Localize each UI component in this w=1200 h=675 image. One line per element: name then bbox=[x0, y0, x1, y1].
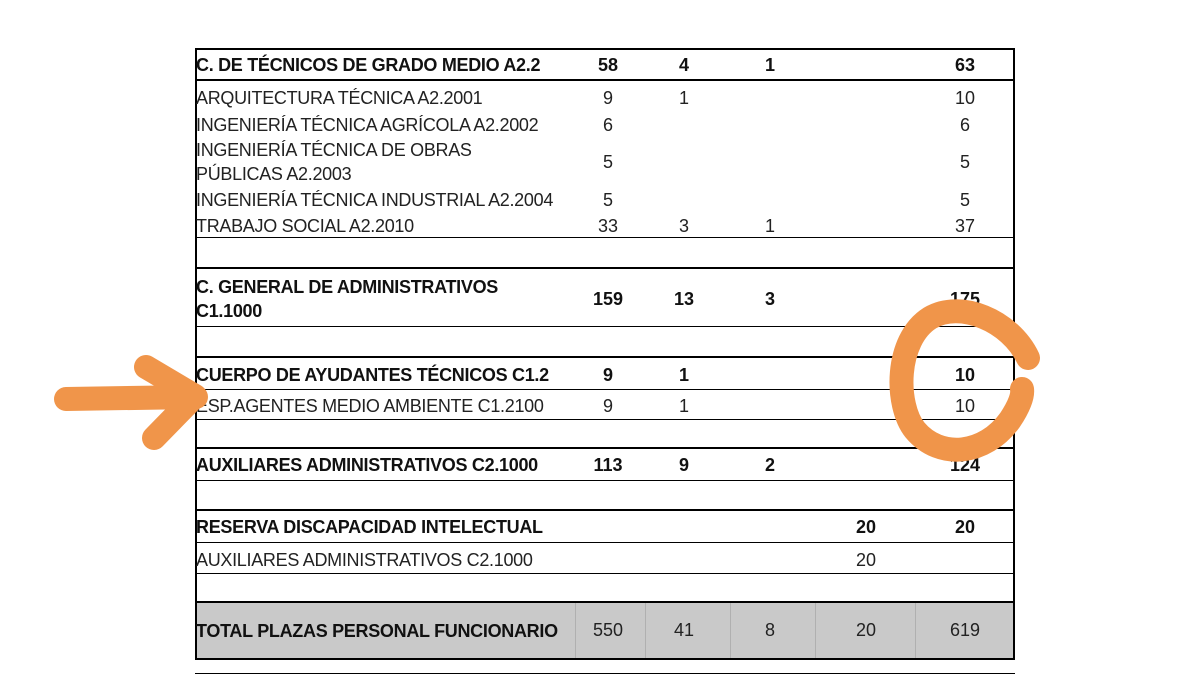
cell-value: 5 bbox=[959, 151, 970, 172]
cell-value bbox=[644, 187, 724, 213]
cell-value: 1 bbox=[678, 87, 689, 108]
row-label: AUXILIARES ADMINISTRATIVOS C2.1000 bbox=[196, 455, 538, 475]
cell-value bbox=[730, 391, 810, 421]
cell-value bbox=[730, 360, 810, 390]
cell-value bbox=[826, 213, 906, 239]
cell-value: 1 bbox=[764, 215, 775, 236]
cell-value: 1 bbox=[678, 364, 689, 385]
cell-value bbox=[826, 360, 906, 390]
table-row bbox=[195, 274, 1015, 324]
row-label: RESERVA DISCAPACIDAD INTELECTUAL bbox=[196, 517, 543, 537]
cell-value: 33 bbox=[597, 215, 619, 236]
row-label: C. DE TÉCNICOS DE GRADO MEDIO A2.2 bbox=[196, 55, 541, 75]
row-line bbox=[195, 658, 1015, 660]
cell-value: 5 bbox=[959, 189, 970, 210]
arrow-pointing-right-icon bbox=[66, 397, 196, 399]
row-label: CUERPO DE AYUDANTES TÉCNICOS C1.2 bbox=[196, 365, 549, 385]
row-label: INGENIERÍA TÉCNICA INDUSTRIAL A2.2004 bbox=[196, 190, 554, 210]
cell-value bbox=[826, 274, 906, 324]
cell-value bbox=[826, 187, 906, 213]
cell-value: 20 bbox=[855, 620, 877, 640]
row-label: ARQUITECTURA TÉCNICA A2.2001 bbox=[196, 88, 483, 108]
row-label: AUXILIARES ADMINISTRATIVOS C2.1000 bbox=[196, 550, 533, 570]
cell-value: 63 bbox=[954, 54, 976, 75]
cell-value: 619 bbox=[949, 620, 981, 640]
cell-value bbox=[925, 545, 1005, 575]
cell-value: 20 bbox=[855, 516, 877, 537]
row-label: INGENIERÍA TÉCNICA AGRÍCOLA A2.2002 bbox=[196, 115, 539, 135]
cell-value bbox=[826, 85, 906, 111]
table-row-total bbox=[195, 603, 1015, 658]
cell-value: 9 bbox=[678, 454, 689, 475]
row-label: TOTAL PLAZAS PERSONAL FUNCIONARIO bbox=[196, 620, 558, 641]
cell-value: 3 bbox=[678, 215, 689, 236]
cell-value: 5 bbox=[602, 151, 613, 172]
table-row bbox=[195, 138, 1015, 186]
table-row bbox=[195, 391, 1015, 421]
cell-value: 550 bbox=[592, 620, 624, 640]
cell-value: 10 bbox=[954, 87, 976, 108]
cell-value bbox=[826, 50, 906, 80]
table-row bbox=[195, 213, 1015, 239]
table-row bbox=[195, 450, 1015, 480]
table-row bbox=[195, 187, 1015, 213]
cell-value bbox=[644, 112, 724, 138]
cell-value bbox=[644, 512, 724, 542]
cell-value bbox=[730, 512, 810, 542]
cell-value bbox=[644, 545, 724, 575]
cell-value: 1 bbox=[678, 395, 689, 416]
table-row bbox=[195, 85, 1015, 111]
table-row bbox=[195, 360, 1015, 390]
cell-value: 124 bbox=[949, 454, 981, 475]
cell-value: 20 bbox=[954, 516, 976, 537]
cell-value: 6 bbox=[959, 114, 970, 135]
cell-value bbox=[826, 138, 906, 186]
cell-value bbox=[568, 512, 648, 542]
cell-value: 37 bbox=[954, 215, 976, 236]
cell-value bbox=[826, 450, 906, 480]
cell-value: 13 bbox=[673, 288, 695, 309]
cell-value: 9 bbox=[602, 364, 613, 385]
row-line bbox=[195, 447, 1015, 449]
cell-value bbox=[730, 187, 810, 213]
row-line bbox=[195, 326, 1015, 327]
cell-value: 1 bbox=[764, 54, 775, 75]
cell-value: 6 bbox=[602, 114, 613, 135]
cell-value bbox=[826, 112, 906, 138]
cell-value bbox=[730, 545, 810, 575]
cell-value bbox=[568, 545, 648, 575]
cell-value: 113 bbox=[593, 454, 623, 475]
cell-value: 2 bbox=[764, 454, 775, 475]
table-row bbox=[195, 112, 1015, 138]
cell-value: 175 bbox=[949, 288, 981, 309]
cell-value: 159 bbox=[592, 288, 624, 309]
cell-value bbox=[730, 138, 810, 186]
row-label: TRABAJO SOCIAL A2.2010 bbox=[196, 216, 414, 236]
cell-value bbox=[826, 391, 906, 421]
row-label: INGENIERÍA TÉCNICA DE OBRAS PÚBLICAS A2.2003 bbox=[196, 140, 472, 184]
cell-value: 10 bbox=[954, 364, 976, 385]
row-line bbox=[195, 267, 1015, 269]
cell-value: 4 bbox=[678, 54, 689, 75]
cell-value bbox=[730, 85, 810, 111]
cell-value: 58 bbox=[597, 54, 619, 75]
table-row bbox=[195, 512, 1015, 542]
cell-value bbox=[644, 138, 724, 186]
cell-value: 10 bbox=[954, 395, 976, 416]
cell-value: 5 bbox=[602, 189, 613, 210]
cell-value: 9 bbox=[602, 87, 613, 108]
row-line bbox=[195, 356, 1015, 358]
row-label: C. GENERAL DE ADMINISTRATIVOS C1.1000 bbox=[196, 277, 498, 321]
row-line bbox=[195, 542, 1015, 543]
cell-value: 41 bbox=[673, 620, 695, 640]
cell-value: 3 bbox=[764, 288, 775, 309]
row-line bbox=[195, 673, 1015, 674]
row-line bbox=[195, 480, 1015, 481]
cell-value bbox=[730, 112, 810, 138]
cell-value: 8 bbox=[764, 620, 775, 640]
arrow-head-icon bbox=[146, 367, 195, 438]
table-row bbox=[195, 545, 1015, 575]
row-label: ESP.AGENTES MEDIO AMBIENTE C1.2100 bbox=[196, 396, 544, 416]
table-row bbox=[195, 50, 1015, 80]
cell-value: 20 bbox=[855, 549, 877, 570]
row-line bbox=[195, 509, 1015, 511]
cell-value: 9 bbox=[602, 395, 613, 416]
